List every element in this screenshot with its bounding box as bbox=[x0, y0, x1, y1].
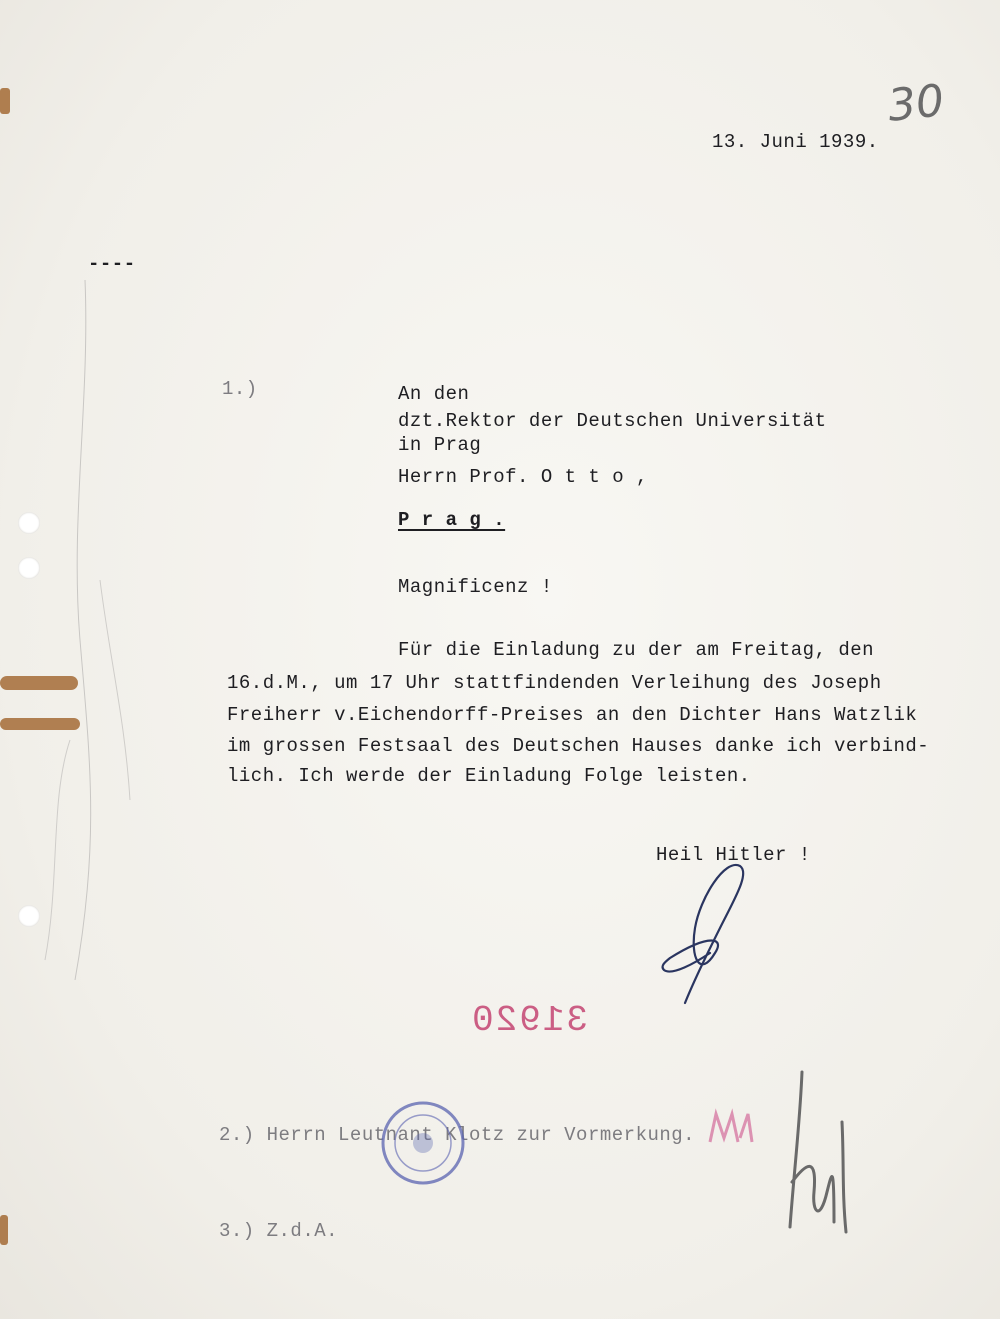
paper-fiber-lines bbox=[30, 280, 140, 980]
body-line: Für die Einladung zu der am Freitag, den bbox=[398, 639, 875, 661]
stamp-number: 31920 bbox=[470, 1000, 589, 1041]
page-number: 30 bbox=[885, 75, 947, 132]
address-city: P r a g . bbox=[398, 509, 506, 531]
body-line: Freiherr v.Eichendorff-Preises an den Dichter Hans Watzlik bbox=[227, 704, 918, 726]
address-line: An den bbox=[398, 383, 470, 405]
initials-mark bbox=[706, 1108, 756, 1148]
letter-date: 13. Juni 1939. bbox=[712, 131, 879, 153]
salutation: Magnificenz ! bbox=[398, 576, 553, 598]
closing: Heil Hitler ! bbox=[656, 844, 811, 866]
address-line: dzt.Rektor der Deutschen Universität bbox=[398, 410, 827, 432]
address-line: Herrn Prof. O t t o , bbox=[398, 466, 648, 488]
item-number-1: 1.) bbox=[222, 378, 258, 400]
signature bbox=[640, 858, 780, 1018]
pencil-initials bbox=[772, 1062, 872, 1242]
body-line: im grossen Festsaal des Deutschen Hauses danke ich verbind- bbox=[227, 735, 930, 757]
dash-mark: ---- bbox=[88, 253, 136, 275]
address-line: in Prag bbox=[398, 434, 482, 456]
body-line: lich. Ich werde der Einladung Folge leisten. bbox=[227, 765, 751, 787]
rust-mark bbox=[0, 1215, 8, 1245]
round-stamp bbox=[378, 1098, 468, 1188]
item-2: 2.) Herrn Leutnant Klotz zur Vormerkung. bbox=[219, 1124, 696, 1146]
item-3: 3.) Z.d.A. bbox=[219, 1220, 339, 1242]
body-line: 16.d.M., um 17 Uhr stattfindenden Verleihung des Joseph bbox=[227, 672, 882, 694]
rust-mark bbox=[0, 88, 10, 114]
